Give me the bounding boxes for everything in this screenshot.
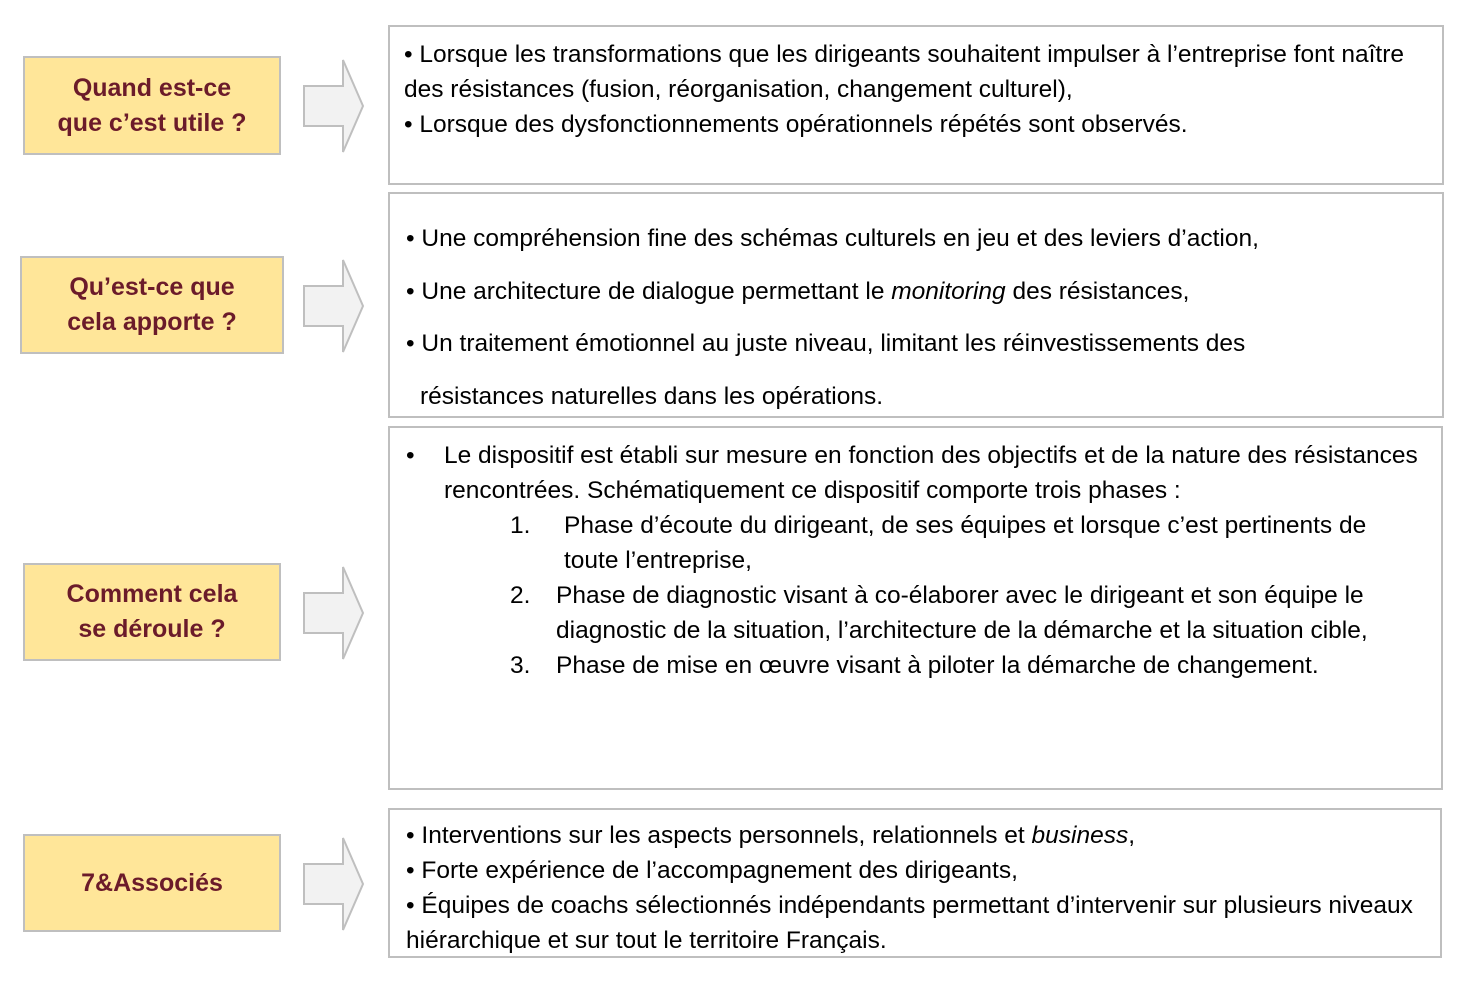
intro-text: Le dispositif est établi sur mesure en fonction des objectifs et de la nature des résistances rencontrées. Schématiquement ce dispositif comporte trois phases : [444, 442, 1418, 504]
bullet-item: • Équipes de coachs sélectionnés indépendants permettant d’intervenir sur plusieurs niveaux hiérarchique et sur tout le territoire Français. [406, 892, 1413, 954]
list-number: 2. [510, 582, 531, 609]
list-text: Phase de diagnostic visant à co-élaborer avec le dirigeant et son équipe le diagnostic de la situation, l’architecture de la démarche et la situation cible, [556, 582, 1368, 644]
label-associes [23, 834, 281, 932]
bullet-item: • Une architecture de dialogue permettant le monitoring des résistances, [406, 277, 1190, 305]
bullet-item: • Interventions sur les aspects personnels, relationnels et business, [406, 822, 1136, 849]
list-item [510, 578, 1421, 648]
emphasis: business [1031, 822, 1129, 849]
list-item [510, 648, 1421, 683]
bullet-item: • Lorsque des dysfonctionnements opérationnels répétés sont observés. [404, 111, 1188, 138]
content-box-deroule [388, 426, 1443, 790]
bullet-marker: • [406, 442, 415, 469]
right-arrow-icon [303, 58, 365, 154]
label-line: que c’est utile ? [57, 108, 247, 137]
list-item [510, 508, 1421, 578]
label-line: Qu’est-ce que [69, 273, 235, 301]
content-box-quand [388, 25, 1444, 185]
emphasis: monitoring [891, 277, 1006, 305]
intro-bullet [406, 438, 1431, 508]
right-arrow-icon [303, 565, 365, 661]
bullet-item: • Un traitement émotionnel au juste niveau, limitant les réinvestissements des [406, 330, 1246, 357]
list-number: 3. [510, 652, 531, 679]
bullet-item-continuation: résistances naturelles dans les opérations. [420, 382, 884, 410]
bullet-item: • Forte expérience de l’accompagnement des dirigeants, [406, 857, 1018, 884]
list-number: 1. [510, 512, 531, 539]
label-line: Quand est-ce [72, 73, 232, 102]
label-line: 7&Associés [81, 868, 223, 897]
content-box-associes [388, 808, 1442, 958]
label-line: cela apporte ? [67, 308, 237, 336]
list-text: Phase d’écoute du dirigeant, de ses équipes et lorsque c’est pertinents de toute l’entreprise, [564, 512, 1367, 574]
right-arrow-icon [303, 836, 365, 932]
content-box-apporte [388, 192, 1444, 418]
label-line: se déroule ? [78, 615, 226, 643]
label-apporte [20, 256, 284, 354]
bullet-item: • Une compréhension fine des schémas culturels en jeu et des leviers d’action, [406, 225, 1259, 252]
bullet-item: • Lorsque les transformations que les dirigeants souhaitent impulser à l’entreprise font naître des résistances (fusion, réorganisation, changement culturel), [404, 41, 1405, 103]
label-quand [23, 56, 281, 155]
label-line: Comment cela [66, 580, 238, 608]
label-deroule [23, 563, 281, 661]
phase-list [406, 508, 1431, 683]
right-arrow-icon [303, 258, 365, 354]
list-text: Phase de mise en œuvre visant à piloter la démarche de changement. [556, 652, 1319, 679]
